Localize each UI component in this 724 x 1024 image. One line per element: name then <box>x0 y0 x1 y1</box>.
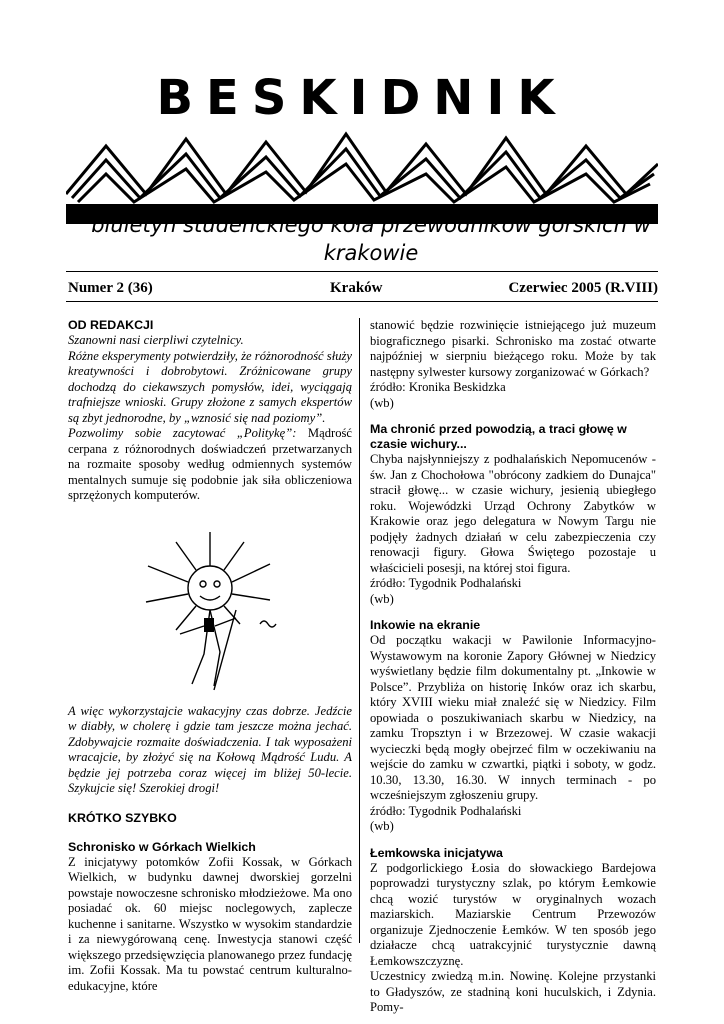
article-text-lemkowska: Z podgorlickiego Łosia do słowackiego Bardejowa poprowadzi turystyczny szlak, po którym Łemkowie chcą wozić turystów w oryginalnych wozach maziarskich. Maziarskie Centrum Przewozów organizuje Zjednoczenie Łemków. W ten sposób jego działacze chcą uatrakcyjnić turystycznie dawną Łemkowszczyznę. <box>370 860 656 968</box>
article-source-schronisko: źródło: Kronika Beskidzka <box>370 380 506 394</box>
article-heading-lemkowska: Łemkowska inicjatywa <box>370 845 503 860</box>
column-divider <box>359 318 360 943</box>
article-author-inkowie: (wb) <box>370 819 394 833</box>
right-column <box>370 318 656 1016</box>
article-heading-inkowie: Inkowie na ekranie <box>370 618 481 632</box>
masthead <box>66 66 658 266</box>
header-rule-bottom <box>66 301 658 302</box>
section-heading: KRÓTKO SZYBKO <box>68 810 177 825</box>
article-heading-schronisko: Schronisko w Górkach Wielkich <box>68 839 256 854</box>
editorial-politics-text: Mądrość cerpana z różnorodnych doświadczeń przetwarzanych na rozmaite sposoby według odmiennych systemów mentalnych sumuje się podobnie jak siła obliczeniowa sprzężonych komputerów. <box>68 426 352 502</box>
issue-line <box>66 278 658 298</box>
editorial-closing: A więc wykorzystajcie wakacyjny czas dobrze. Jedźcie w diabły, w cholerę i gdzie tam jeszcze można jechać. Zdobywajcie rozmaite doświadczenia. I tak wyposażeni wracajcie, by złożyć się na Kołową Mądrość Ludu. A będzie jej potrzeba coraz więcej im bliżej 50-lecie. Szykujcie się! Szerokiej drogi! <box>68 703 352 795</box>
editorial-intro: Różne eksperymenty potwierdziły, że różnorodność służy kreatywności i dobrobytowi. Zróżnicowane grupy dochodzą do ciekawszych pomysłów, idei, wyciągają trafniejsze wnioski. Grupy złożone z samych ekspertów są zbyt jednorodne, by „wznosić się nad poziomy”. <box>68 348 352 425</box>
editorial-politics-paragraph <box>68 426 352 504</box>
article-source-nepomucen: źródło: Tygodnik Podhalański <box>370 576 522 590</box>
sun-character-hiking-drawing <box>120 514 320 696</box>
editorial-greeting: Szanowni nasi cierpliwi czytelnicy. <box>68 333 244 347</box>
article-text-nepomucen: Chyba najsłynniejszy z podhalańskich Nepomucenów - św. Jan z Chochołowa "obrócony zadkiem do Dunajca" stracił głowę... w czasie wichury, jesienią ubiegłego roku. Wojewódzki Urząd Ochrony Zabytków w Krakowie oraz jego delegatura w Nowym Targu nie podjęły żadnych działań w celu zabezpieczenia czy renowacji figury. Głowa Świętego pozostaje u właścicieli posesji, na której stoi figura. <box>370 452 656 575</box>
article-text-schronisko: Z inicjatywy potomków Zofii Kossak, w Górkach Wielkich, w budynku dawnej dworskiej gorzelni powstaje nowoczesne schronisko młodzieżowe. Ma ono posiadać ok. 60 miejsc noclegowych, zaplecze kuchenne i sanitarne. Wszystko w wysokim standardzie i za niewygórowaną cenę. Inwestycja stanowi część większego przedsięwzięcia planowanego przez fundację im. Zofii Kossak. Ma tu powstać centrum kulturalno-edukacyjne, które <box>68 854 352 993</box>
issue-city: Kraków <box>330 280 383 296</box>
header-rule-top <box>66 271 658 272</box>
editorial-heading: OD REDAKCJI <box>68 318 154 332</box>
newsletter-subtitle: biuletyn studenckiego koła przewodników górskich w krakowie <box>91 213 651 265</box>
newsletter-title: BESKIDNIK <box>156 70 568 126</box>
left-column <box>68 318 352 994</box>
article-text-schronisko-continued: stanowić będzie rozwinięcie istniejącego już muzeum biograficznego pisarki. Schronisko ma zostać otwarte najpóźniej w sierpniu bieżącego roku. Może by tak następny sylwester kursowy zorganizować w Górkach? <box>370 318 656 379</box>
issue-date: Czerwiec 2005 (R.VIII) <box>508 280 658 296</box>
editorial-politics-quote: Pozwolimy sobie zacytować „Politykę”: <box>68 426 297 440</box>
article-heading-nepomucen: Ma chronić przed powodzią, a traci głowę w czasie wichury... <box>370 422 627 451</box>
article-source-inkowie: źródło: Tygodnik Podhalański <box>370 803 522 818</box>
issue-number: Numer 2 (36) <box>68 280 153 296</box>
article-author-nepomucen: (wb) <box>370 591 394 606</box>
article-author-schronisko: (wb) <box>370 395 394 410</box>
article-text-inkowie: Od początku wakacji w Pawilonie Informacyjno-Wystawowym na koronie Zapory Głównej w Niedzicy wyświetlany będzie film dokumentalny pt. „Inkowie w Polsce”. Przybliża on historię Inków oraz ich skarbu, który XVIII wieku miał znaleźć się w Niedzicy. Film opowiada o poszukiwaniach skarbu w Niedzicy, na zamku Tropsztyn i w Brzezowej. W czasie wakacji wycieczki będą mogły obejrzeć film w oczekiwaniu na wejście do zamku w czwartki, piątki i soboty, w godz. 10.30, 13.30, 16.30. W innych terminach - po wcześniejszym zgłoszeniu grupy. <box>370 633 656 802</box>
article-text-lemkowska-2: Uczestnicy zwiedzą m.in. Nowinę. Kolejne przystanki to Gładyszów, ze stadniną koni huculskich, i Zdynia. Pomy- <box>370 969 656 1014</box>
